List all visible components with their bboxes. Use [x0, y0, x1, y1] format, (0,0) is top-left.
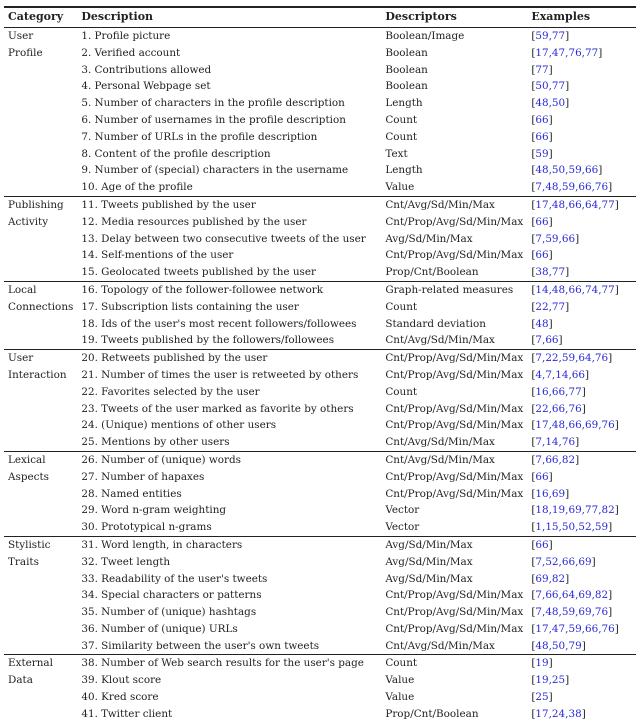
- citation-link[interactable]: 66: [535, 470, 549, 483]
- examples-cell: [48,50,79]: [531, 639, 586, 652]
- description-cell: 14. Self-mentions of the user: [81, 249, 234, 262]
- descriptors-cell: Cnt/Prop/Avg/Sd/Min/Max: [385, 487, 524, 500]
- descriptors-cell: Boolean: [385, 63, 428, 76]
- table-row: [4, 502, 636, 519]
- descriptors-cell: Cnt/Avg/Sd/Min/Max: [381, 451, 527, 468]
- citation-link[interactable]: 7,48,59,69,76: [535, 606, 609, 619]
- category-cell: [4, 162, 77, 179]
- table-row: [4, 638, 636, 655]
- table-row: [4, 689, 636, 706]
- category-cell: [4, 78, 77, 95]
- category-cell: [4, 571, 77, 588]
- descriptors-cell: Cnt/Prop/Avg/Sd/Min/Max: [385, 215, 524, 228]
- table-row: [4, 571, 636, 588]
- examples-cell: [59,77]: [531, 30, 570, 42]
- citation-link[interactable]: 7,52,66,69: [535, 555, 592, 568]
- citation-link[interactable]: 16,66,77: [535, 385, 582, 398]
- examples-cell: [66]: [531, 113, 553, 126]
- category-cell: Local: [4, 281, 77, 298]
- category-cell: User: [4, 350, 77, 367]
- description-cell: 19. Tweets published by the followers/followees: [81, 334, 335, 347]
- examples-cell: [17,47,76,77]: [531, 46, 603, 59]
- descriptors-cell: Avg/Sd/Min/Max: [385, 572, 473, 585]
- features-table: [4, 6, 636, 723]
- category-cell: Interaction: [8, 368, 67, 381]
- description-cell: 8. Content of the profile description: [81, 147, 271, 160]
- category-cell: [4, 417, 77, 434]
- descriptors-cell: Length: [385, 164, 423, 177]
- description-cell: 9. Number of (special) characters in the username: [81, 164, 349, 177]
- examples-cell: [17,24,38]: [531, 707, 586, 720]
- table-row: [4, 417, 636, 434]
- examples-cell: [66]: [531, 215, 553, 228]
- table-row: [4, 434, 636, 451]
- descriptors-cell: Boolean: [385, 80, 428, 93]
- category-cell: [4, 587, 77, 604]
- description-cell: 39. Klout score: [81, 674, 162, 687]
- descriptors-cell: Avg/Sd/Min/Max: [385, 232, 473, 245]
- category-cell: External: [4, 655, 77, 672]
- category-cell: Aspects: [8, 470, 49, 483]
- examples-cell: [17,48,66,69,76]: [531, 419, 619, 432]
- table-header-row: [4, 7, 636, 28]
- category-cell: Lexical: [4, 451, 77, 468]
- category-cell: [4, 129, 77, 146]
- category-cell: Profile: [8, 46, 43, 59]
- category-cell: Stylistic: [4, 536, 77, 553]
- citation-link[interactable]: 50,77: [535, 80, 566, 93]
- citation-link[interactable]: 22,77: [535, 300, 566, 313]
- descriptors-cell: Cnt/Prop/Avg/Sd/Min/Max: [381, 350, 527, 367]
- examples-cell: [7,48,59,66,76]: [531, 181, 613, 194]
- table-row: [4, 554, 636, 571]
- descriptors-cell: Prop/Cnt/Boolean: [385, 266, 479, 279]
- examples-cell: [77]: [531, 63, 553, 76]
- description-cell: 32. Tweet length: [81, 555, 171, 568]
- description-cell: 30. Prototypical n-grams: [81, 521, 212, 534]
- descriptors-cell: Boolean/Image: [385, 30, 465, 42]
- citation-link[interactable]: 7,22,59,64,76: [535, 352, 609, 365]
- citation-link[interactable]: 38,77: [535, 266, 566, 279]
- category-cell: [4, 621, 77, 638]
- description-cell: 41. Twitter client: [81, 707, 173, 720]
- description-cell: 3. Contributions allowed: [81, 63, 212, 76]
- table-row: [4, 367, 636, 384]
- descriptors-cell: Cnt/Prop/Avg/Sd/Min/Max: [385, 589, 524, 602]
- category-cell: [4, 434, 77, 451]
- description-cell: 7. Number of URLs in the profile description: [81, 130, 318, 143]
- citation-link[interactable]: 7,66: [535, 334, 559, 347]
- examples-cell: [48]: [531, 317, 553, 330]
- table-row: [4, 519, 636, 536]
- table-row: [4, 95, 636, 112]
- category-cell: Traits: [8, 555, 39, 568]
- category-cell: [4, 706, 77, 723]
- table-row: [4, 112, 636, 129]
- category-cell: Publishing: [4, 196, 77, 213]
- category-cell: [4, 384, 77, 401]
- table-row: [4, 264, 636, 281]
- table-body: [4, 28, 636, 723]
- citation-link[interactable]: 7,66,64,69,82: [535, 589, 609, 602]
- category-cell: [4, 689, 77, 706]
- description-cell: 27. Number of hapaxes: [81, 470, 205, 483]
- examples-cell: [48,50]: [531, 97, 570, 110]
- examples-cell: [48,50,59,66]: [531, 164, 603, 177]
- description-cell: 38. Number of Web search results for the user's page: [77, 655, 381, 672]
- description-cell: 24. (Unique) mentions of other users: [81, 419, 277, 432]
- descriptors-cell: Cnt/Avg/Sd/Min/Max: [385, 436, 495, 449]
- descriptors-cell: Count: [385, 385, 418, 398]
- description-cell: 10. Age of the profile: [81, 181, 193, 194]
- description-cell: 28. Named entities: [81, 487, 182, 500]
- citation-link[interactable]: 66: [535, 130, 549, 143]
- descriptors-cell: Prop/Cnt/Boolean: [385, 707, 479, 720]
- table-row: [4, 332, 636, 349]
- examples-cell: [19,25]: [531, 674, 570, 687]
- examples-cell: [38,77]: [531, 266, 570, 279]
- citation-link[interactable]: 66: [535, 538, 549, 551]
- citation-link[interactable]: 17,24,38: [535, 707, 582, 720]
- table-row: [4, 672, 636, 689]
- description-cell: 17. Subscription lists containing the user: [81, 300, 299, 313]
- description-cell: 4. Personal Webpage set: [81, 80, 211, 93]
- descriptors-cell: Cnt/Prop/Avg/Sd/Min/Max: [385, 419, 524, 432]
- examples-cell: [18,19,69,77,82]: [531, 504, 619, 517]
- citation-link[interactable]: 7,66,82: [535, 453, 576, 466]
- examples-cell: [66]: [527, 536, 636, 553]
- examples-cell: [7,66]: [531, 334, 563, 347]
- citation-link[interactable]: 48: [535, 317, 549, 330]
- category-cell: User: [8, 30, 34, 42]
- examples-cell: [16,69]: [531, 487, 570, 500]
- citation-link[interactable]: 22,66,76: [535, 402, 582, 415]
- description-cell: 6. Number of usernames in the profile description: [81, 113, 346, 126]
- descriptors-cell: Cnt/Prop/Avg/Sd/Min/Max: [385, 606, 524, 619]
- descriptors-cell: Boolean: [385, 46, 428, 59]
- citation-link[interactable]: 48,50: [535, 97, 566, 110]
- table-row: [4, 316, 636, 333]
- description-cell: 31. Word length, in characters: [77, 536, 381, 553]
- table-row: [4, 536, 636, 553]
- table-row: [4, 146, 636, 163]
- citation-link[interactable]: 19: [535, 657, 549, 670]
- category-cell: [4, 638, 77, 655]
- table-row: [4, 621, 636, 638]
- category-cell: [4, 62, 77, 79]
- description-cell: 29. Word n-gram weighting: [81, 504, 227, 517]
- category-cell: [4, 146, 77, 163]
- descriptors-cell: Standard deviation: [385, 317, 486, 330]
- description-cell: 13. Delay between two consecutive tweets of the user: [81, 232, 366, 245]
- descriptors-cell: Cnt/Prop/Avg/Sd/Min/Max: [385, 249, 524, 262]
- citation-link[interactable]: 14,48,66,74,77: [535, 283, 615, 296]
- citation-link[interactable]: 69,82: [535, 572, 566, 585]
- citation-link[interactable]: 17,47,76,77: [535, 46, 599, 59]
- examples-cell: [59]: [531, 147, 553, 160]
- descriptors-cell: Count: [381, 655, 527, 672]
- description-cell: 26. Number of (unique) words: [77, 451, 381, 468]
- examples-cell: [7,22,59,64,76]: [527, 350, 636, 367]
- examples-cell: [66]: [531, 130, 553, 143]
- table-row: [4, 196, 636, 213]
- descriptors-cell: Cnt/Avg/Sd/Min/Max: [381, 196, 527, 213]
- examples-cell: [4,7,14,66]: [531, 368, 590, 381]
- examples-cell: [66]: [531, 249, 553, 262]
- header-descriptors: Descriptors: [385, 10, 457, 24]
- category-cell: [4, 247, 77, 264]
- description-cell: 12. Media resources published by the user: [81, 215, 307, 228]
- description-cell: 18. Ids of the user's most recent followers/followees: [81, 317, 357, 330]
- descriptors-cell: Vector: [385, 521, 420, 534]
- citation-link[interactable]: 4,7,14,66: [535, 368, 585, 381]
- description-cell: 5. Number of characters in the profile description: [81, 97, 345, 110]
- description-cell: 1. Profile picture: [81, 30, 171, 42]
- descriptors-cell: Avg/Sd/Min/Max: [385, 555, 473, 568]
- table-row: [4, 231, 636, 248]
- header-category: Category: [8, 10, 64, 24]
- table-row: [4, 162, 636, 179]
- description-cell: 23. Tweets of the user marked as favorite by others: [81, 402, 354, 415]
- table-row: [4, 486, 636, 503]
- descriptors-cell: Text: [385, 147, 408, 160]
- description-cell: 36. Number of (unique) URLs: [81, 622, 238, 635]
- category-cell: [4, 332, 77, 349]
- category-cell: [4, 604, 77, 621]
- table-row: [4, 604, 636, 621]
- descriptors-cell: Count: [385, 300, 418, 313]
- description-cell: 25. Mentions by other users: [81, 436, 230, 449]
- category-cell: [4, 95, 77, 112]
- examples-cell: [16,66,77]: [531, 385, 586, 398]
- examples-cell: [1,15,50,52,59]: [531, 521, 613, 534]
- citation-link[interactable]: 7,59,66: [535, 232, 576, 245]
- descriptors-cell: Length: [385, 97, 423, 110]
- table-row: [4, 28, 636, 45]
- examples-cell: [22,66,76]: [531, 402, 586, 415]
- examples-cell: [14,48,66,74,77]: [527, 281, 636, 298]
- table-row: [4, 45, 636, 62]
- description-cell: 40. Kred score: [81, 691, 159, 704]
- descriptors-cell: Cnt/Avg/Sd/Min/Max: [385, 639, 495, 652]
- citation-link[interactable]: 66: [535, 215, 549, 228]
- table-row: [4, 469, 636, 486]
- citation-link[interactable]: 17,48,66,64,77: [535, 198, 615, 211]
- category-cell: [4, 264, 77, 281]
- category-cell: [4, 486, 77, 503]
- citation-link[interactable]: 19,25: [535, 674, 566, 687]
- citation-link[interactable]: 48,50,59,66: [535, 164, 599, 177]
- examples-cell: [7,66,82]: [527, 451, 636, 468]
- category-cell: Connections: [8, 300, 74, 313]
- description-cell: 21. Number of times the user is retweeted by others: [81, 368, 359, 381]
- descriptors-cell: Count: [385, 130, 418, 143]
- examples-cell: [7,59,66]: [531, 232, 580, 245]
- table-row: [4, 401, 636, 418]
- description-cell: 33. Readability of the user's tweets: [81, 572, 268, 585]
- table-row: [4, 706, 636, 723]
- citation-link[interactable]: 66: [535, 249, 549, 262]
- description-cell: 22. Favorites selected by the user: [81, 385, 260, 398]
- examples-cell: [22,77]: [531, 300, 570, 313]
- category-cell: [4, 112, 77, 129]
- descriptors-cell: Value: [385, 674, 415, 687]
- table-row: [4, 299, 636, 316]
- category-cell: [4, 519, 77, 536]
- table-row: [4, 214, 636, 231]
- category-cell: Data: [8, 674, 33, 687]
- description-cell: 34. Special characters or patterns: [81, 589, 262, 602]
- descriptors-cell: Avg/Sd/Min/Max: [381, 536, 527, 553]
- description-cell: 2. Verified account: [81, 46, 181, 59]
- descriptors-cell: Graph-related measures: [381, 281, 527, 298]
- citation-link[interactable]: 7,14,76: [535, 436, 576, 449]
- descriptors-cell: Count: [385, 113, 418, 126]
- category-cell: [4, 231, 77, 248]
- examples-cell: [50,77]: [531, 80, 570, 93]
- citation-link[interactable]: 59,77: [535, 30, 566, 42]
- examples-cell: [17,48,66,64,77]: [527, 196, 636, 213]
- description-cell: 11. Tweets published by the user: [77, 196, 381, 213]
- category-cell: [4, 401, 77, 418]
- examples-cell: [17,47,59,66,76]: [531, 622, 619, 635]
- citation-link[interactable]: 16,69: [535, 487, 566, 500]
- descriptors-cell: Vector: [385, 504, 420, 517]
- citation-link[interactable]: 66: [535, 113, 549, 126]
- table-row: [4, 179, 636, 196]
- table-row: [4, 655, 636, 672]
- citation-link[interactable]: 7,48,59,66,76: [535, 181, 609, 194]
- table-row: [4, 350, 636, 367]
- descriptors-cell: Value: [385, 691, 415, 704]
- citation-link[interactable]: 1,15,50,52,59: [535, 521, 609, 534]
- category-cell: [4, 316, 77, 333]
- examples-cell: [66]: [531, 470, 553, 483]
- examples-cell: [7,14,76]: [531, 436, 580, 449]
- table-row: [4, 129, 636, 146]
- description-cell: 20. Retweets published by the user: [77, 350, 381, 367]
- category-cell: Activity: [8, 215, 49, 228]
- examples-cell: [25]: [531, 691, 553, 704]
- descriptors-cell: Cnt/Prop/Avg/Sd/Min/Max: [385, 368, 524, 381]
- table-row: [4, 62, 636, 79]
- description-cell: 15. Geolocated tweets published by the user: [81, 266, 316, 279]
- table-row: [4, 247, 636, 264]
- descriptors-cell: Value: [385, 181, 415, 194]
- citation-link[interactable]: 48,50,79: [535, 639, 582, 652]
- table-row: [4, 587, 636, 604]
- header-description: Description: [81, 10, 154, 24]
- category-cell: [4, 179, 77, 196]
- table-row: [4, 384, 636, 401]
- descriptors-cell: Cnt/Prop/Avg/Sd/Min/Max: [385, 402, 524, 415]
- citation-link[interactable]: 59: [535, 147, 549, 160]
- category-cell: [4, 502, 77, 519]
- table-row: [4, 281, 636, 298]
- citation-link[interactable]: 17,47,59,66,76: [535, 622, 615, 635]
- examples-cell: [19]: [527, 655, 636, 672]
- examples-cell: [7,52,66,69]: [531, 555, 596, 568]
- descriptors-cell: Cnt/Prop/Avg/Sd/Min/Max: [385, 622, 524, 635]
- description-cell: 35. Number of (unique) hashtags: [81, 606, 257, 619]
- citation-link[interactable]: 18,19,69,77,82: [535, 504, 615, 517]
- examples-cell: [7,48,59,69,76]: [531, 606, 613, 619]
- citation-link[interactable]: 17,48,66,69,76: [535, 419, 615, 432]
- descriptors-cell: Cnt/Avg/Sd/Min/Max: [385, 334, 495, 347]
- table-row: [4, 78, 636, 95]
- description-cell: 37. Similarity between the user's own tweets: [81, 639, 320, 652]
- citation-link[interactable]: 25: [535, 691, 549, 704]
- citation-link[interactable]: 77: [535, 63, 549, 76]
- examples-cell: [69,82]: [531, 572, 570, 585]
- examples-cell: [7,66,64,69,82]: [531, 589, 613, 602]
- table-row: [4, 451, 636, 468]
- header-examples: Examples: [531, 10, 591, 24]
- descriptors-cell: Cnt/Prop/Avg/Sd/Min/Max: [385, 470, 524, 483]
- description-cell: 16. Topology of the follower-followee network: [77, 281, 381, 298]
